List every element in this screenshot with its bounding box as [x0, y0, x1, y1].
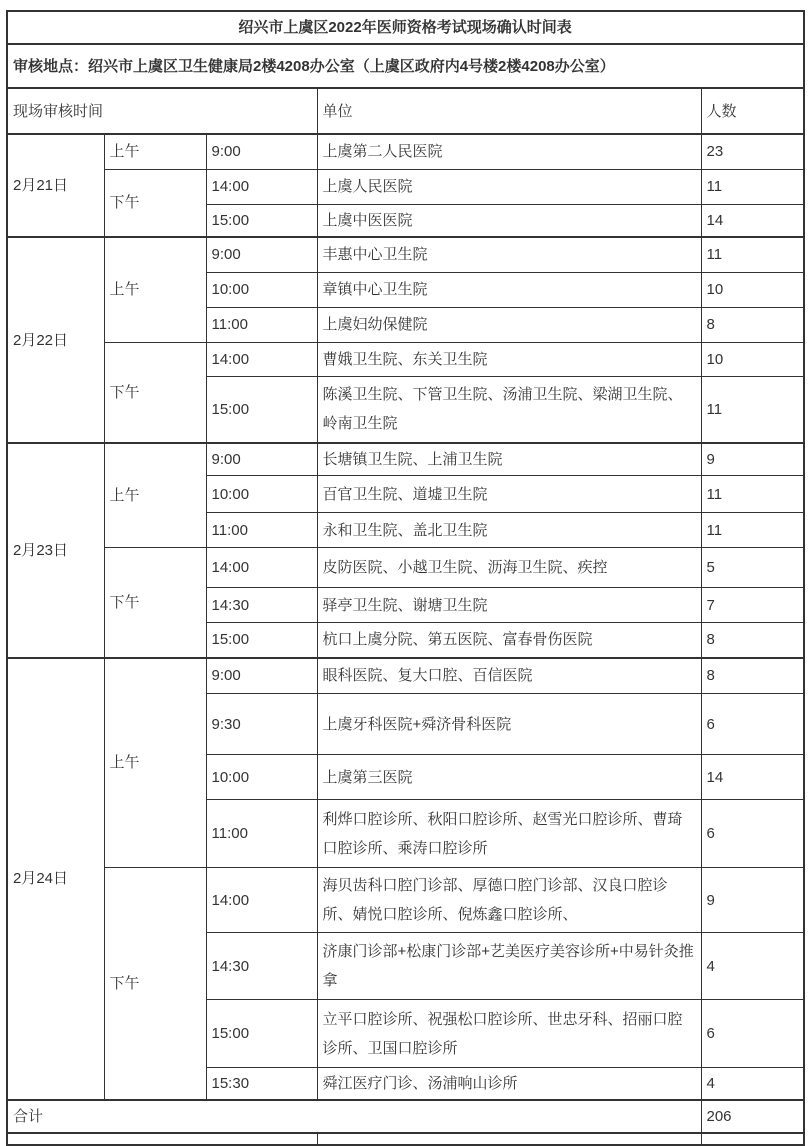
time-cell: 9:00 — [206, 237, 317, 272]
count-cell: 7 — [701, 588, 804, 623]
date-cell: 2月22日 — [7, 237, 104, 443]
period-cell: 上午 — [104, 237, 206, 342]
unit-cell: 上虞人民医院 — [317, 169, 701, 204]
date-cell: 2月23日 — [7, 443, 104, 658]
unit-cell: 曹娥卫生院、东关卫生院 — [317, 342, 701, 376]
time-cell: 9:00 — [206, 443, 317, 476]
time-cell: 15:00 — [206, 1000, 317, 1068]
time-cell: 11:00 — [206, 307, 317, 342]
time-cell: 15:00 — [206, 204, 317, 237]
count-cell: 8 — [701, 658, 804, 694]
title-row — [7, 11, 804, 44]
unit-cell: 上虞中医医院 — [317, 204, 701, 237]
period-cell: 下午 — [104, 169, 206, 237]
count-cell: 9 — [701, 443, 804, 476]
count-cell: 11 — [701, 237, 804, 272]
unit-cell: 皮防医院、小越卫生院、沥海卫生院、疾控 — [317, 548, 701, 588]
unit-cell: 舜江医疗门诊、汤浦响山诊所 — [317, 1068, 701, 1101]
schedule-row — [7, 134, 804, 169]
schedule-body — [7, 11, 804, 1145]
time-cell: 14:00 — [206, 548, 317, 588]
unit-cell: 驿亭卫生院、谢塘卫生院 — [317, 588, 701, 623]
column-header-unit: 单位 — [317, 88, 701, 134]
unit-cell: 利烨口腔诊所、秋阳口腔诊所、赵雪光口腔诊所、曹琦口腔诊所、乘涛口腔诊所 — [317, 800, 701, 868]
location-row — [7, 44, 804, 88]
time-cell: 15:00 — [206, 376, 317, 443]
schedule-row — [7, 169, 804, 204]
time-cell: 14:00 — [206, 169, 317, 204]
period-cell: 上午 — [104, 134, 206, 169]
count-cell: 11 — [701, 476, 804, 513]
schedule-row — [7, 868, 804, 933]
unit-cell: 杭口上虞分院、第五医院、富春骨伤医院 — [317, 623, 701, 658]
time-cell: 9:00 — [206, 134, 317, 169]
count-cell: 5 — [701, 548, 804, 588]
period-cell: 下午 — [104, 868, 206, 1101]
unit-cell: 永和卫生院、盖北卫生院 — [317, 513, 701, 548]
location-note: 审核地点：绍兴市上虞区卫生健康局2楼4208办公室（上虞区政府内4号楼2楼4208办公室） — [7, 44, 804, 88]
count-cell: 11 — [701, 169, 804, 204]
time-cell: 14:00 — [206, 868, 317, 933]
time-cell: 14:30 — [206, 933, 317, 1000]
count-cell: 10 — [701, 272, 804, 307]
time-cell: 10:00 — [206, 755, 317, 800]
schedule-row — [7, 237, 804, 272]
count-cell: 4 — [701, 1068, 804, 1101]
time-cell: 15:30 — [206, 1068, 317, 1101]
empty-cell — [701, 1133, 804, 1145]
time-cell: 14:00 — [206, 342, 317, 376]
unit-cell: 上虞第三医院 — [317, 755, 701, 800]
period-cell: 下午 — [104, 342, 206, 443]
confirmation-schedule-table — [6, 10, 805, 1146]
unit-cell: 上虞牙科医院+舜济骨科医院 — [317, 694, 701, 755]
time-cell: 9:30 — [206, 694, 317, 755]
unit-cell: 章镇中心卫生院 — [317, 272, 701, 307]
unit-cell: 陈溪卫生院、下管卫生院、汤浦卫生院、梁湖卫生院、岭南卫生院 — [317, 376, 701, 443]
total-label: 合计 — [7, 1100, 701, 1133]
schedule-row — [7, 658, 804, 694]
empty-cell — [317, 1133, 701, 1145]
time-cell: 14:30 — [206, 588, 317, 623]
unit-cell: 上虞第二人民医院 — [317, 134, 701, 169]
count-cell: 14 — [701, 755, 804, 800]
unit-cell: 海贝齿科口腔门诊部、厚德口腔门诊部、汉良口腔诊所、婧悦口腔诊所、倪炼鑫口腔诊所、 — [317, 868, 701, 933]
schedule-row — [7, 548, 804, 588]
time-cell: 11:00 — [206, 800, 317, 868]
column-header-time: 现场审核时间 — [7, 88, 317, 134]
page-title: 绍兴市上虞区2022年医师资格考试现场确认时间表 — [7, 11, 804, 44]
unit-cell: 百官卫生院、道墟卫生院 — [317, 476, 701, 513]
total-row — [7, 1100, 804, 1133]
count-cell: 11 — [701, 376, 804, 443]
unit-cell: 上虞妇幼保健院 — [317, 307, 701, 342]
count-cell: 10 — [701, 342, 804, 376]
total-value: 206 — [701, 1100, 804, 1133]
time-cell: 10:00 — [206, 272, 317, 307]
count-cell: 8 — [701, 623, 804, 658]
count-cell: 23 — [701, 134, 804, 169]
unit-cell: 济康门诊部+松康门诊部+艺美医疗美容诊所+中易针灸推拿 — [317, 933, 701, 1000]
period-cell: 下午 — [104, 548, 206, 658]
count-cell: 6 — [701, 1000, 804, 1068]
date-cell: 2月24日 — [7, 658, 104, 1101]
schedule-row — [7, 342, 804, 376]
header-row — [7, 88, 804, 134]
period-cell: 上午 — [104, 443, 206, 548]
time-cell: 9:00 — [206, 658, 317, 694]
count-cell: 14 — [701, 204, 804, 237]
count-cell: 4 — [701, 933, 804, 1000]
time-cell: 15:00 — [206, 623, 317, 658]
count-cell: 11 — [701, 513, 804, 548]
count-cell: 6 — [701, 694, 804, 755]
partial-bottom-row — [7, 1133, 804, 1145]
unit-cell: 眼科医院、复大口腔、百信医院 — [317, 658, 701, 694]
count-cell: 6 — [701, 800, 804, 868]
count-cell: 9 — [701, 868, 804, 933]
unit-cell: 立平口腔诊所、祝强松口腔诊所、世忠牙科、招丽口腔诊所、卫国口腔诊所 — [317, 1000, 701, 1068]
unit-cell: 长塘镇卫生院、上浦卫生院 — [317, 443, 701, 476]
time-cell: 10:00 — [206, 476, 317, 513]
unit-cell: 丰惠中心卫生院 — [317, 237, 701, 272]
empty-cell — [7, 1133, 317, 1145]
date-cell: 2月21日 — [7, 134, 104, 237]
schedule-row — [7, 443, 804, 476]
period-cell: 上午 — [104, 658, 206, 868]
count-cell: 8 — [701, 307, 804, 342]
time-cell: 11:00 — [206, 513, 317, 548]
column-header-count: 人数 — [701, 88, 804, 134]
